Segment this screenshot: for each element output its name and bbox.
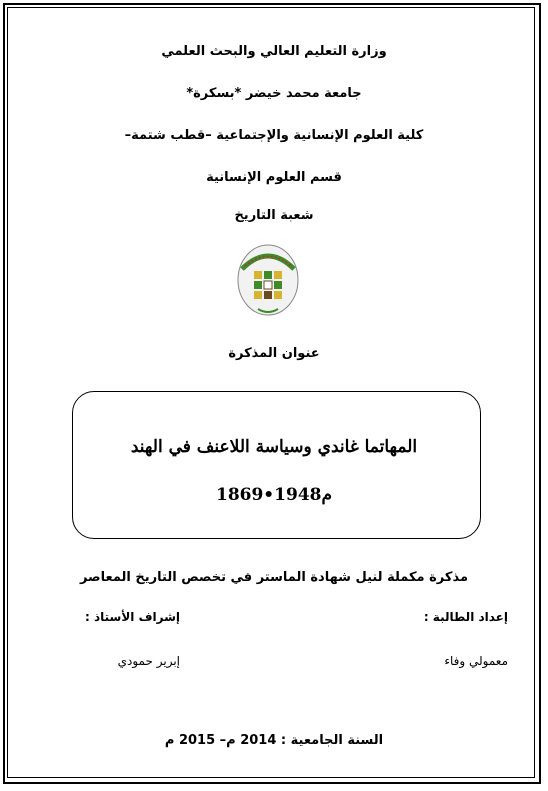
logo-block-grid [254, 271, 282, 299]
thesis-title-box [72, 391, 481, 539]
university-logo [236, 243, 300, 321]
thesis-date-range: 1869•1948م [215, 485, 333, 505]
university-line: جامعة محمد خيضر *بسكرة* [186, 86, 362, 101]
faculty-line: كلية العلوم الإنسانية والإجتماعية –قطب شتمة– [124, 128, 424, 143]
ministry-line: وزارة التعليم العالي والبحث العلمي [161, 44, 387, 59]
supervisor-name: إبرير حمودي [117, 654, 180, 668]
thesis-description: مذكرة مكملة لنيل شهادة الماستر في تخصص التاريخ المعاصر [79, 570, 469, 585]
student-name: معمولي وفاء [444, 654, 508, 668]
thesis-title: المهاتما غاندي وسياسة اللاعنف في الهند [130, 437, 418, 457]
branch-line: شعبة التاريخ [234, 208, 314, 223]
thesis-title-label: عنوان المذكرة [228, 346, 320, 361]
department-line: قسم العلوم الإنسانية [206, 170, 342, 185]
student-label: إعداد الطالبة : [423, 610, 508, 624]
academic-year: السنة الجامعية : 2014 م– 2015 م [164, 733, 384, 748]
supervisor-label: إشراف الأستاذ : [85, 610, 180, 624]
